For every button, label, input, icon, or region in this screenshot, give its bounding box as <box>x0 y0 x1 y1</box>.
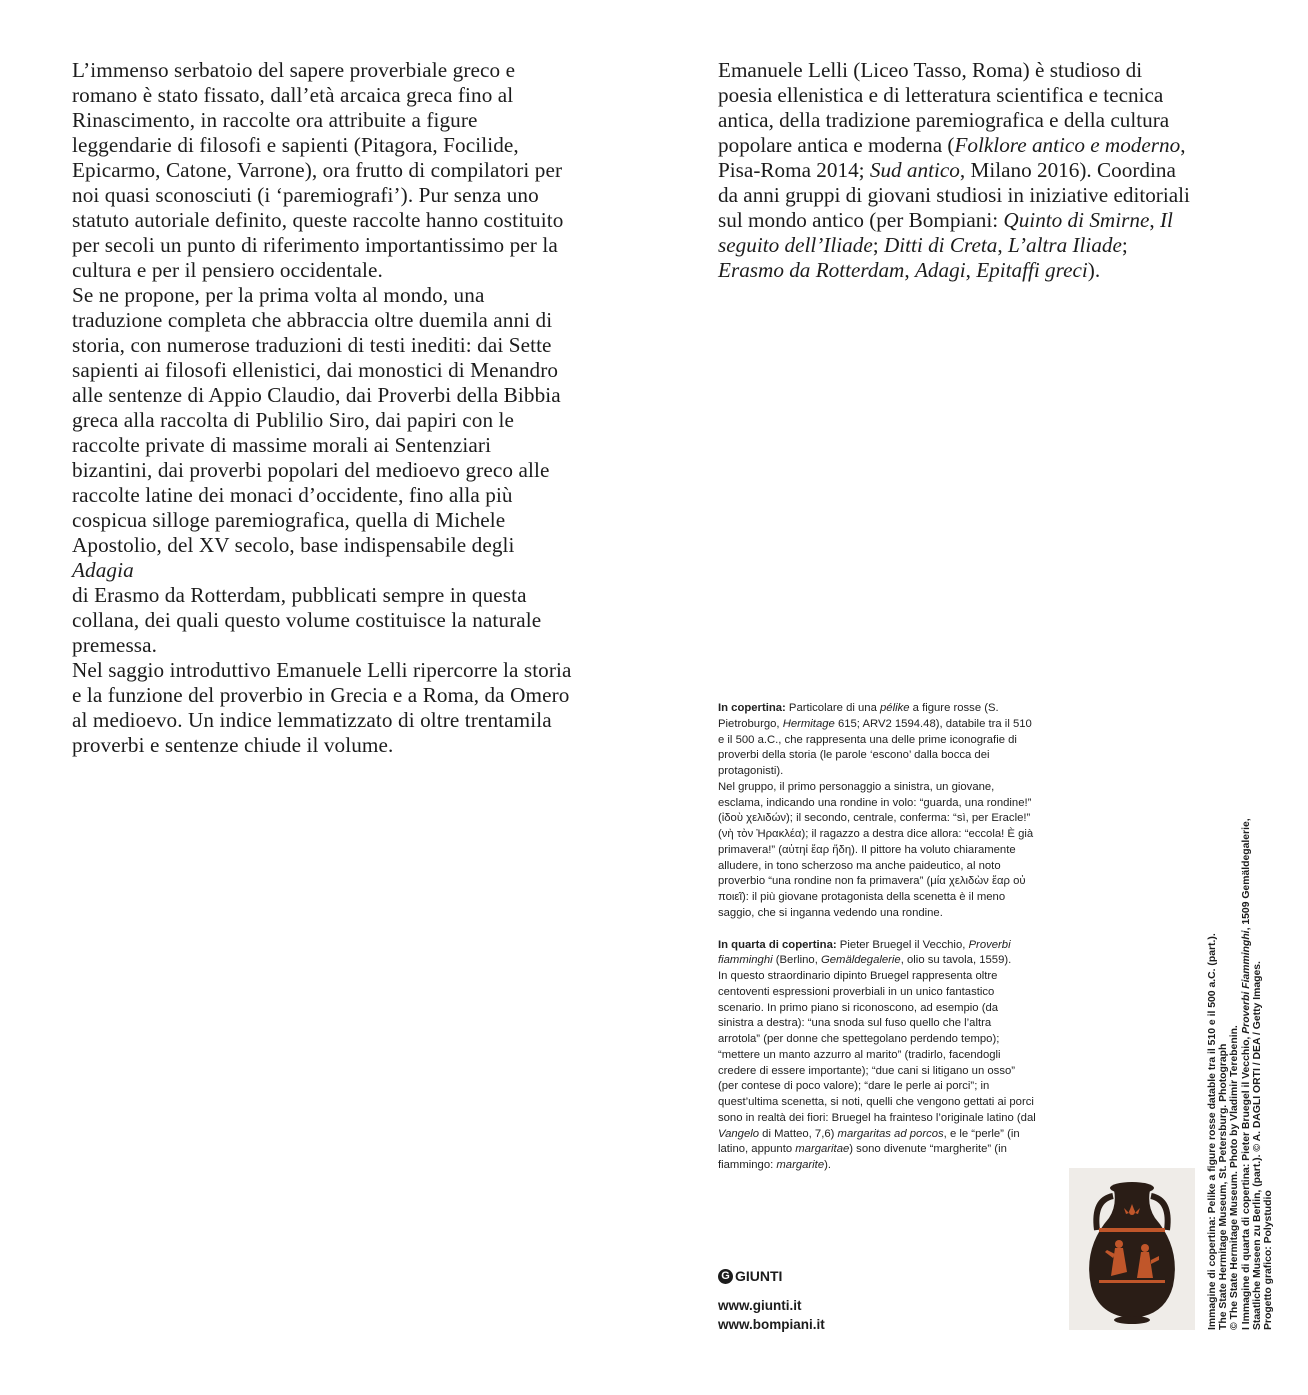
back-caption-text-j: , e le “perle” (in latino, appunto <box>718 1127 1020 1156</box>
bio-italic-8: Adagi <box>914 258 966 282</box>
bio-text-2: , Pisa-Roma 2014; <box>718 133 1186 182</box>
back-caption <box>718 938 1036 1174</box>
cover-caption-description: Nel gruppo, il primo personaggio a sinistra, un giovane, esclama, indicando una rondine in volo: “guarda, una rondine!” (ἰδοὺ χελιδών); il secondo, centrale, conferma: “sì, per Eracle!” (νὴ τὸν Ἡρακλέα); il ragazzo a destra dice allora: “eccola! È già primavera!” (αὑτηἰ ἔαρ ἤδη). Il pittore ha voluto chiaramente alludere, in tono scherzoso ma anche paideutico, al noto proverbio “una rondine non fa primavera” (μία χελιδὼν ἔαρ οὐ ποιεῖ): il più giovane protagonista della scenetta è il meno saggio, che si inganna vedendo una rondine. <box>718 780 1034 919</box>
bio-text-8: , <box>904 258 915 282</box>
bompiani-url-link[interactable]: www.bompiani.it <box>718 1317 825 1332</box>
bio-text-10: ). <box>1087 258 1101 282</box>
back-caption-italic-d: Gemäldegalerie <box>820 954 901 967</box>
blurb-adagia-title: Adagia <box>72 558 134 582</box>
credits-line-6: Progetto grafico: Polystudio <box>1263 1190 1275 1330</box>
cover-caption-italic-b: pélike <box>880 702 910 714</box>
bio-text-9: , <box>965 258 977 282</box>
back-caption-italic-b: Proverbi fiamminghi <box>718 938 1011 967</box>
bio-text-6: , <box>997 233 1008 257</box>
blurb-paragraph-1: L’immenso serbatoio del sapere proverbiale greco e romano è stato fissato, dall’età arcaica greca fino al Rinascimento, in raccolte ora attribuite a figure leggendarie di filosofi e sapienti (Pitagora, Focilide, Epicarmo, Catone, Varrone), ora frutto di compilatori per noi quasi sconosciuti (i ‘paremiografi’). Pur senza uno statuto autoriale definito, queste raccolte hanno costituito per secoli un punto di riferimento importantissimo per la cultura e per il pensiero occidentale. <box>72 58 564 282</box>
credits-line-2: The State Hermitage Museum, St. Petersburg. Photograph <box>1218 1043 1230 1330</box>
bio-text-5: ; <box>872 233 884 257</box>
back-caption-label: In quarta di copertina: <box>718 938 837 951</box>
cover-caption-italic-d: Hermitage <box>782 717 835 730</box>
author-bio-text <box>718 58 1198 283</box>
bio-text-7: ; <box>1121 233 1128 257</box>
giunti-url-link[interactable]: www.giunti.it <box>718 1298 802 1313</box>
credits-line-4-a: I Immagine di quarta di copertina: Pieter Bruegel il Vecchio, <box>1240 1033 1252 1330</box>
blurb-p2-end: di Erasmo da Rotterdam, pubblicati sempre in questa collana, dei quali questo volume costituisce la naturale premessa. <box>72 583 542 657</box>
blurb <box>72 58 572 758</box>
blurb-paragraph-3: Nel saggio introduttivo Emanuele Lelli ripercorre la storia e la funzione del proverbio in Grecia e a Roma, da Omero al medioevo. Un indice lemmatizzato di oltre trentamila proverbi e sentenze chiude il volume. <box>72 658 572 757</box>
cover-caption-text-e: 615; ARV2 1594.48), databile tra il 510 e il 500 a.C., che rappresenta una delle prime iconografie di proverbi della storia (le parole ‘escono’ dalla bocca dei protagonisti). <box>718 717 1032 777</box>
back-caption-text-n: ). <box>824 1159 832 1171</box>
back-caption-text-l: ) sono divenute “margherite” (in fiammingo: <box>718 1143 1007 1171</box>
back-caption-text-e: , olio su tavola, 1559). <box>900 954 1012 967</box>
cover-caption-label: In copertina: <box>718 702 786 714</box>
credits-line-1: Immagine di copertina: Pelike a figure rosse datable tra il 510 e il 500 a.C. (part.). <box>1207 933 1218 1330</box>
cover-caption <box>718 701 1036 780</box>
credits-line-4-italic: Proverbi Fiamminghi <box>1240 930 1252 1034</box>
credits-line-3: © The State Hermitage Museum. Photo by Vladimir Terebenin. <box>1229 1025 1241 1330</box>
vase-photo <box>1069 1168 1195 1330</box>
credits-line-4-c: , 1509 Gemäldegalerie, <box>1240 818 1252 931</box>
bio-italic-2: Sud antico <box>869 158 960 182</box>
credits-line-5: Staatliche Museen zu Berlin, (part.). © A. DAGLI ORTI / DEA / Getty Images. <box>1251 961 1263 1330</box>
bio-italic-1: Folklore antico e moderno <box>954 133 1181 157</box>
back-caption-italic-k: margaritae <box>795 1143 850 1156</box>
back-caption-text-c: (Berlino, <box>772 954 821 967</box>
back-caption-text-f: In questo straordinario dipinto Bruegel rappresenta oltre centoventi espressioni proverbiali in un unico fantastico scenario. In primo piano si riconoscono, ad esempio (da sinistra a destra): “una snoda sul fuso quello che l’altra arrotola” (per donne che spettegolano perdendo tempo); “mettere un manto azzurro al marito” (tradirlo, facendogli credere di essere importante); “due cani si litigano un osso” (per contese di poco valore); “dare le perle ai porci”; in quest’ultima scenetta, si noti, quelli che vengono gettati ai porci sono in realtà dei fiori: Bruegel ha frainteso l’originale latino (dal <box>718 970 1036 1124</box>
back-caption-italic-m: margarite <box>776 1159 825 1171</box>
back-caption-text-a: Pieter Bruegel il Vecchio, <box>836 938 969 951</box>
publisher-logo <box>718 1268 782 1284</box>
blurb-p2-text: Se ne propone, per la prima volta al mondo, una traduzione completa che abbraccia oltre duemila anni di storia, con numerose traduzioni di testi inediti: dai Sette sapienti ai filosofi ellenistici, dai monostici di Menandro alle sentenze di Appio Claudio, dai Proverbi della Bibbia greca alla raccolta di Publilio Siro, dai papiri con le raccolte private di massime morali ai Sentenziari bizantini, dai proverbi popolari del medioevo greco alle raccolte latine dei monaci d’occidente, fino alla più cospicua silloge paremiografica, quella di Michele Apostolio, del XV secolo, base indispensabile degli <box>72 283 561 557</box>
bio-italic-9: Epitaffi greci <box>976 258 1088 282</box>
blurb-paragraph-2 <box>72 283 572 658</box>
bio-text-4: , <box>1149 208 1160 232</box>
bio-italic-7: Erasmo da Rotterdam <box>718 258 905 282</box>
bio-italic-4: Il seguito dell’Iliade <box>718 208 1173 257</box>
bio-text-1: Emanuele Lelli (Liceo Tasso, Roma) è studioso di poesia ellenistica e di letteratura scientifica e tecnica antica, della tradizione paremiografica e della cultura popolare antica e moderna ( <box>718 58 1170 157</box>
bio-text-3: , Milano 2016). Coordina da anni gruppi di giovani studiosi in iniziative editoriali sul mondo antico (per Bompiani: <box>718 158 1190 232</box>
cover-caption-text-a: Particolare di una <box>785 702 880 714</box>
credits-line-4 <box>1240 818 1252 1330</box>
back-caption-text-h: di Matteo, 7,6) <box>759 1127 838 1140</box>
giunti-logo-icon: G <box>718 1269 733 1284</box>
back-caption-italic-i: margaritas ad porcos <box>837 1127 944 1140</box>
back-caption-italic-g: Vangelo <box>718 1127 760 1140</box>
bio-italic-6: L’altra Iliade <box>1007 233 1122 257</box>
pelike-vase-icon <box>1069 1168 1195 1330</box>
bio-italic-3: Quinto di Smirne <box>1003 208 1150 232</box>
publisher-name: GIUNTI <box>735 1268 783 1284</box>
image-captions <box>718 701 1036 1174</box>
author-bio <box>718 58 1198 283</box>
cover-caption-text-c: a figure rosse (S. Pietroburgo, <box>718 702 999 730</box>
image-credits <box>1207 818 1275 1330</box>
bio-italic-5: Ditti di Creta <box>883 233 998 257</box>
